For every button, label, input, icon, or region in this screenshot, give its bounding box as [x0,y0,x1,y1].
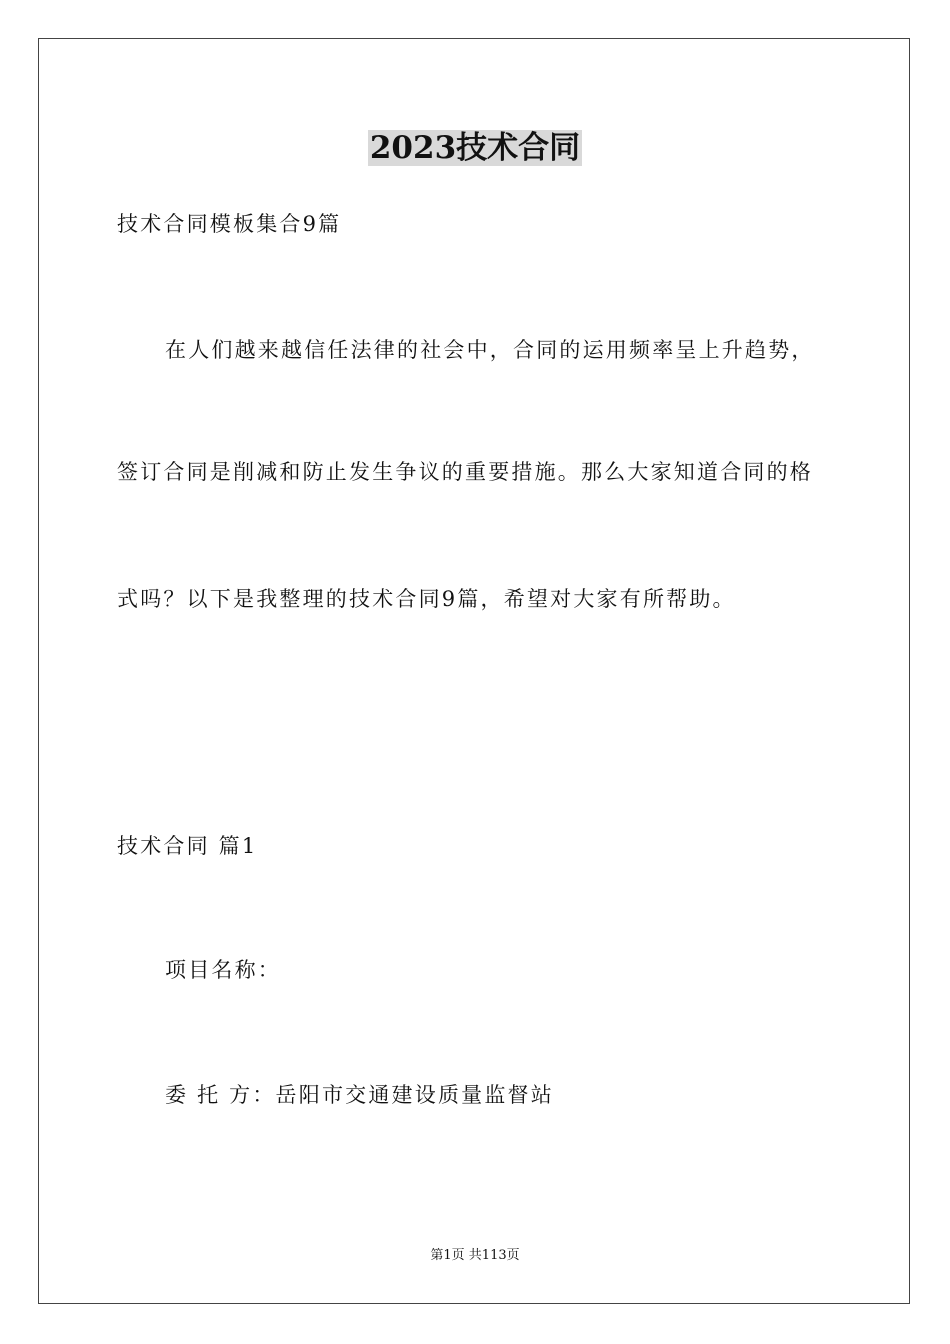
paragraph-line-2: 签订合同是削减和防止发生争议的重要措施。那么大家知道合同的格 [117,460,813,484]
document-title-text: 2023技术合同 [369,130,581,166]
paragraph-line-1: 在人们越来越信任法律的社会中，合同的运用频率呈上升趋势， [165,338,815,362]
page-footer: 第1页 共113页 [430,1248,520,1263]
section-heading: 技术合同 篇1 [117,834,258,858]
field-project-name: 项目名称： [165,958,281,982]
document-subtitle: 技术合同模板集合9篇 [117,212,342,236]
field-client: 委 托 方：岳阳市交通建设质量监督站 [165,1083,554,1107]
paragraph-line-3: 式吗？以下是我整理的技术合同9篇，希望对大家有所帮助。 [117,587,736,611]
document-title [0,128,950,168]
